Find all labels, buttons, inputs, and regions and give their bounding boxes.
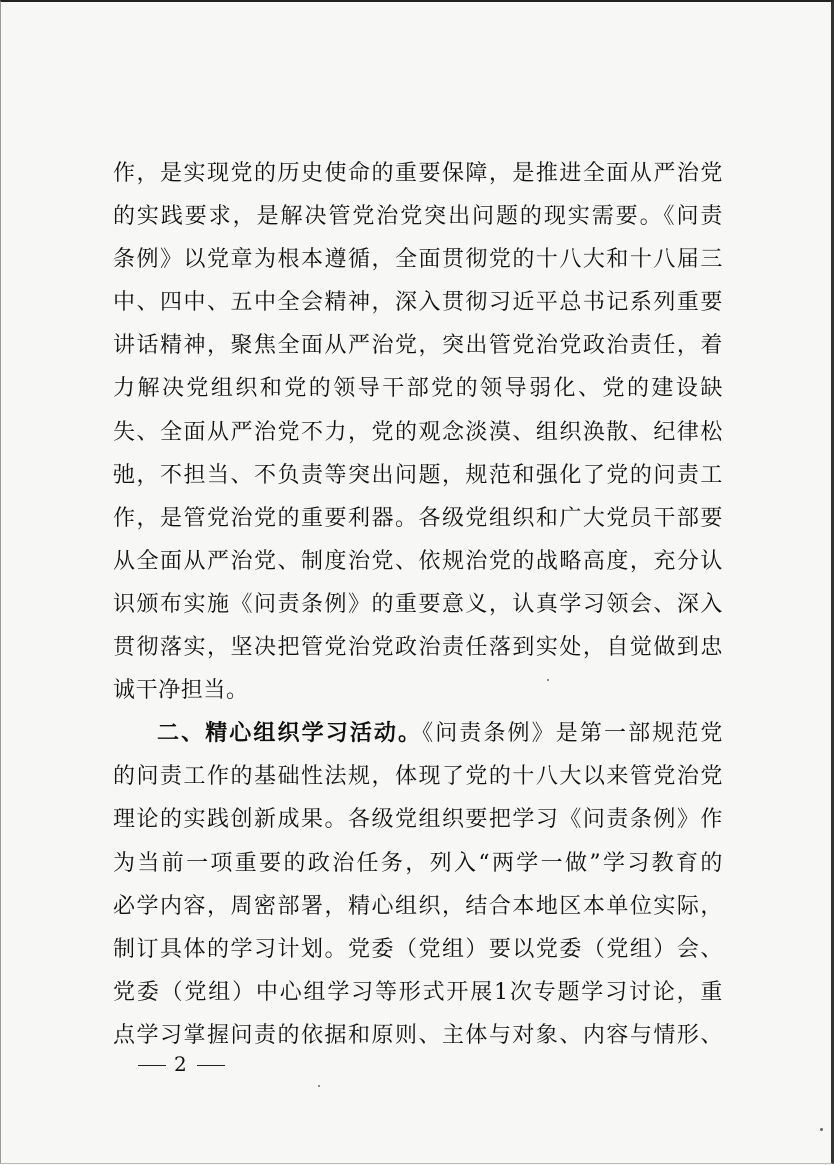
body-line: 作，是实现党的历史使命的重要保障，是推进全面从严治党: [113, 161, 723, 186]
page-footer: [130, 1052, 233, 1076]
body-line: 制订具体的学习计划。党委（党组）要以党委（党组）会、: [113, 936, 723, 962]
scan-speck: [318, 1085, 320, 1087]
body-line: 诚干净担当。: [113, 678, 249, 704]
body-line: 讲话精神，聚焦全面从严治党，突出管党治党政治责任，着: [113, 333, 723, 359]
document-body: [113, 152, 723, 1057]
body-line: 中、四中、五中全会精神，深入贯彻习近平总书记系列重要: [113, 290, 723, 316]
body-line: 党委（党组）中心组学习等形式开展1次专题学习讨论，重: [113, 979, 723, 1005]
footer-dash-right: [197, 1065, 225, 1066]
footer-dash-left: [138, 1065, 166, 1066]
body-line: 贯彻落实，坚决把管党治党政治责任落到实处，自觉做到忠: [113, 635, 723, 661]
body-line: 理论的实践创新成果。各级党组织要把学习《问责条例》作: [113, 807, 723, 833]
body-line: 作，是管党治党的重要利器。各级党组织和广大党员干部要: [113, 505, 723, 531]
body-line: 失、全面从严治党不力，党的观念淡漠、组织涣散、纪律松: [113, 419, 723, 445]
section-2-heading: 二、精心组织学习活动。: [157, 721, 423, 747]
body-line: 必学内容，周密部署，精心组织，结合本地区本单位实际，: [113, 893, 723, 919]
body-line: 弛，不担当、不负责等突出问题，规范和强化了党的问责工: [113, 462, 723, 488]
body-line: 条例》以党章为根本遵循，全面贯彻党的十八大和十八届三: [113, 247, 723, 273]
body-line: 从全面从严治党、制度治党、依规治党的战略高度，充分认: [113, 548, 723, 574]
section-2-first-line: [113, 712, 723, 755]
section-2-first-line-text: 《问责条例》是第一部规范党: [422, 721, 723, 747]
scan-speck: [547, 679, 549, 681]
body-line: 为当前一项重要的政治任务，列入“两学一做”学习教育的: [113, 850, 723, 876]
body-line: 识颁布实施《问责条例》的重要意义，认真学习领会、深入: [113, 591, 723, 617]
body-line: 的实践要求，是解决管党治党突出问题的现实需要。《问责: [113, 204, 723, 230]
body-line: 点学习掌握问责的依据和原则、主体与对象、内容与情形、: [113, 1022, 723, 1048]
scan-speck: [820, 1128, 823, 1131]
body-line: 的问责工作的基础性法规，体现了党的十八大以来管党治党: [113, 764, 723, 790]
page-number: 2: [174, 1052, 189, 1076]
body-line: 力解决党组织和党的领导干部党的领导弱化、党的建设缺: [113, 376, 723, 402]
